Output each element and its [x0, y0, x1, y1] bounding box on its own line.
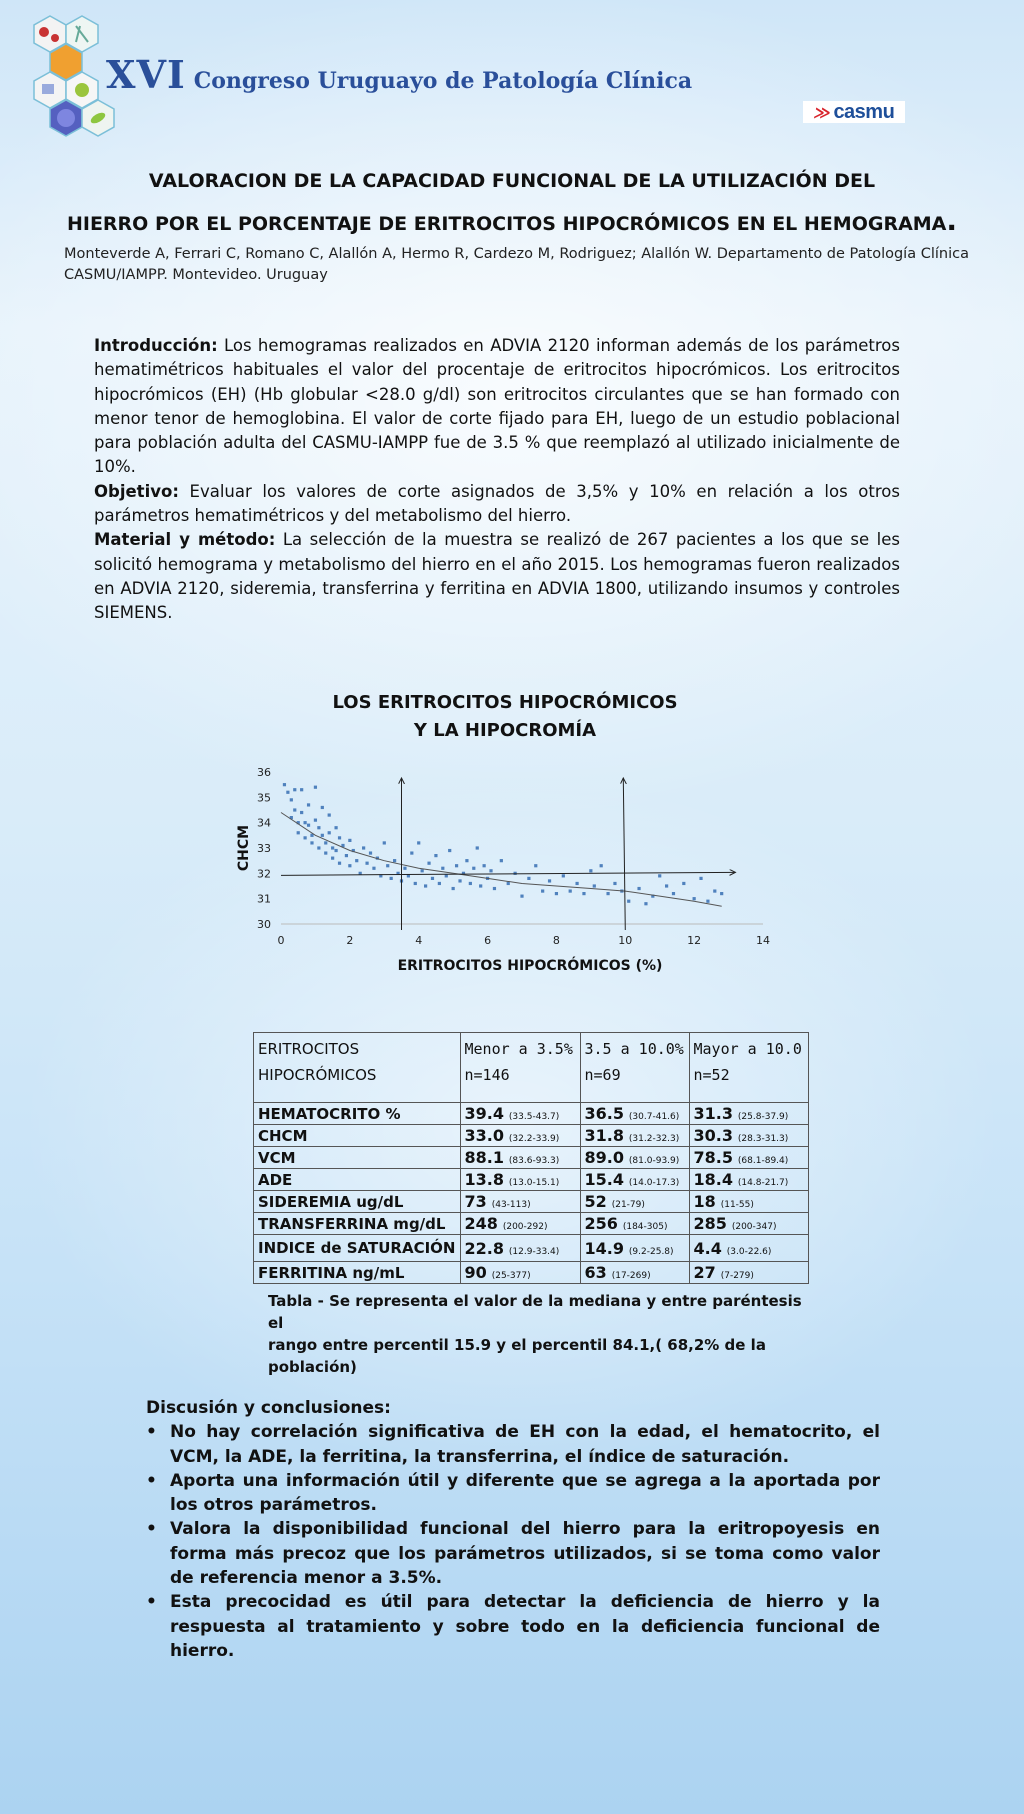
table-row [254, 1262, 809, 1284]
list-item-text: Esta precocidad es útil para detectar la deficiencia de hierro y la respuesta al tratamiento y sobre todo en la deficiencia funcional de hierro. [170, 1592, 880, 1661]
range-value: (184-305) [622, 1222, 668, 1232]
data-point [682, 882, 685, 885]
header-text: n=52 [693, 1066, 730, 1084]
data-point [300, 811, 303, 814]
y-tick-label: 34 [257, 816, 271, 830]
data-point [465, 859, 468, 862]
data-point [383, 841, 386, 844]
y-tick-label: 32 [257, 867, 271, 881]
casmu-logo-text: casmu [833, 100, 895, 123]
data-point [334, 849, 337, 852]
data-point [390, 877, 393, 880]
range-value: (200-347) [731, 1222, 777, 1232]
objetivo-paragraph [94, 480, 900, 529]
data-point [500, 859, 503, 862]
data-point [541, 889, 544, 892]
data-point [665, 884, 668, 887]
data-point [455, 864, 458, 867]
objetivo-label: Objetivo: [94, 481, 179, 501]
row-label: INDICE de SATURACIÓN [254, 1235, 461, 1262]
table-row [254, 1125, 809, 1147]
x-tick-label: 12 [687, 934, 702, 947]
median-value: 90 [464, 1263, 487, 1282]
median-value: 63 [584, 1263, 607, 1282]
data-point [338, 836, 341, 839]
list-item [146, 1420, 880, 1469]
table-cell [689, 1169, 808, 1191]
data-point [479, 884, 482, 887]
median-value: 256 [584, 1214, 618, 1233]
table-cell [460, 1103, 580, 1125]
data-point [290, 798, 293, 801]
range-value: (32.2-33.9) [508, 1134, 560, 1144]
introduction-section [94, 334, 900, 626]
data-point [300, 788, 303, 791]
x-tick-label: 0 [277, 934, 285, 947]
data-point [582, 892, 585, 895]
median-value: 27 [693, 1263, 716, 1282]
data-point [458, 879, 461, 882]
median-value: 248 [464, 1214, 498, 1233]
data-point [310, 841, 313, 844]
data-point [452, 887, 455, 890]
row-label: SIDEREMIA ug/dL [254, 1191, 461, 1213]
median-value: 13.8 [464, 1170, 504, 1189]
poster-title-line-2: HIERRO POR EL PORCENTAJE DE ERITROCITOS HIPOCRÓMICOS EN EL HEMOGRAMA. [66, 204, 958, 237]
range-value: (13.0-15.1) [508, 1178, 560, 1188]
median-value: 18 [693, 1192, 716, 1211]
data-point [317, 826, 320, 829]
median-value: 30.3 [693, 1126, 733, 1145]
median-value: 4.4 [693, 1238, 722, 1258]
table-header-row [254, 1033, 809, 1103]
data-point [489, 869, 492, 872]
data-point [589, 869, 592, 872]
header-text: ERITROCITOS [258, 1040, 360, 1058]
header-cell-high [689, 1033, 808, 1103]
header-text: Mayor a 10.0 [693, 1040, 802, 1058]
data-point [469, 882, 472, 885]
table-cell [580, 1103, 689, 1125]
data-point [431, 877, 434, 880]
header-cell-low [460, 1033, 580, 1103]
table-row [254, 1191, 809, 1213]
range-value: (25.8-37.9) [737, 1112, 789, 1122]
casmu-mark-icon: ≫ [811, 102, 833, 122]
data-point [613, 882, 616, 885]
row-label: VCM [254, 1147, 461, 1169]
data-point [321, 806, 324, 809]
data-point [417, 841, 420, 844]
range-value: (11-55) [720, 1200, 754, 1210]
data-point [520, 895, 523, 898]
row-label: FERRITINA ng/mL [254, 1262, 461, 1284]
metodo-label: Material y método: [94, 530, 276, 550]
bullet-icon: • [146, 1422, 157, 1443]
table-cell [689, 1262, 808, 1284]
data-point [414, 882, 417, 885]
table-cell [580, 1191, 689, 1213]
cutoff-marker-arrow [623, 778, 625, 930]
table-cell [460, 1262, 580, 1284]
header-text: 3.5 a 10.0% [584, 1040, 684, 1058]
intro-paragraph [94, 334, 900, 480]
data-point [317, 846, 320, 849]
data-point [348, 839, 351, 842]
range-value: (25-377) [491, 1271, 531, 1281]
data-point [321, 834, 324, 837]
data-point [699, 877, 702, 880]
range-value: (83.6-93.3) [508, 1156, 560, 1166]
median-value: 89.0 [584, 1148, 624, 1167]
data-point [334, 826, 337, 829]
data-point [362, 846, 365, 849]
x-tick-label: 8 [552, 934, 560, 947]
data-point [369, 851, 372, 854]
data-point [575, 882, 578, 885]
range-value: (12.9-33.4) [508, 1246, 560, 1257]
data-point [293, 808, 296, 811]
range-value: (3.0-22.6) [726, 1246, 772, 1257]
table-row [254, 1169, 809, 1191]
list-item-text: Aporta una información útil y diferente que se agrega a la aportada por los otros parámetros. [170, 1470, 880, 1516]
data-point [297, 831, 300, 834]
data-point [328, 813, 331, 816]
data-point [372, 867, 375, 870]
table-cell [689, 1147, 808, 1169]
range-value: (31.2-32.3) [628, 1134, 680, 1144]
table-row [254, 1235, 809, 1262]
median-value: 14.9 [584, 1238, 624, 1258]
data-point [328, 831, 331, 834]
range-value: (43-113) [491, 1200, 531, 1210]
median-value: 22.8 [464, 1238, 504, 1258]
data-point [534, 864, 537, 867]
range-value: (28.3-31.3) [737, 1134, 789, 1144]
data-point [448, 849, 451, 852]
list-item-text: Valora la disponibilidad funcional del hierro para la eritropoyesis en forma más precoz que los parámetros utilizados, si se toma como valor de referencia menor a 3.5%. [170, 1519, 880, 1589]
data-point [693, 897, 696, 900]
row-label: CHCM [254, 1125, 461, 1147]
data-point [627, 900, 630, 903]
data-point [393, 859, 396, 862]
data-point [286, 791, 289, 794]
data-point [713, 889, 716, 892]
header-text: HIPOCRÓMICOS [258, 1066, 377, 1084]
conclusions-list [146, 1420, 880, 1663]
bullet-icon: • [146, 1470, 157, 1491]
y-tick-label: 30 [257, 918, 271, 931]
casmu-logo [803, 101, 905, 123]
table-cell [460, 1125, 580, 1147]
table-cell [580, 1169, 689, 1191]
data-point [507, 882, 510, 885]
median-value: 285 [693, 1214, 727, 1233]
metodo-paragraph [94, 528, 900, 625]
data-point [304, 821, 307, 824]
range-value: (17-269) [611, 1271, 651, 1281]
header-cell-mid [580, 1033, 689, 1103]
data-point [410, 851, 413, 854]
congress-title [106, 52, 692, 97]
chart-title-line-1: LOS ERITROCITOS HIPOCRÓMICOS [332, 692, 678, 713]
header-text: n=69 [584, 1066, 621, 1084]
metodo-text: La selección de la muestra se realizó de 267 pacientes a los que se les solicitó hemograma y metabolismo del hierro en el año 2015. Los hemogramas fueron realizados en ADVIA 2120, sideremia, transferrina y ferritina en ADVIA 1800, utilizando insumos y controles SIEMENS. [94, 530, 900, 623]
list-item-text: No hay correlación significativa de EH con la edad, el hematocrito, el VCM, la ADE, la ferritina, la transferrina, el índice de saturación. [170, 1422, 880, 1467]
table-cell [460, 1191, 580, 1213]
data-point [338, 862, 341, 865]
median-value: 39.4 [464, 1104, 504, 1123]
data-point [355, 859, 358, 862]
median-value: 52 [584, 1192, 607, 1211]
data-point [348, 864, 351, 867]
range-value: (14.0-17.3) [628, 1178, 680, 1188]
data-point [331, 846, 334, 849]
y-axis-label: CHCM [236, 824, 252, 872]
table-row [254, 1147, 809, 1169]
table-cell [460, 1213, 580, 1235]
congress-name: Congreso Uruguayo de Patología Clínica [193, 68, 693, 94]
data-point [324, 841, 327, 844]
authors [64, 244, 984, 286]
table-cell [580, 1235, 689, 1262]
data-point [324, 851, 327, 854]
data-point [283, 783, 286, 786]
authors-line-2: CASMU/IAMPP. Montevideo. Uruguay [64, 267, 328, 283]
data-point [472, 867, 475, 870]
table-cell [460, 1235, 580, 1262]
row-label: ADE [254, 1169, 461, 1191]
intro-label: Introducción: [94, 336, 218, 355]
data-point [720, 892, 723, 895]
poster-title-line-1: VALORACION DE LA CAPACIDAD FUNCIONAL DE LA UTILIZACIÓN DEL [148, 170, 876, 192]
y-tick-label: 33 [257, 842, 271, 855]
data-point [600, 864, 603, 867]
data-point [644, 902, 647, 905]
table-cell [689, 1213, 808, 1235]
data-point [706, 900, 709, 903]
intro-text: Los hemogramas realizados en ADVIA 2120 informan además de los parámetros hematimétricos habituales el valor del procentaje de eritrocitos hipocrómicos. Los eritrocitos hipocrómicos (EH) (Hb globular <28.0 g/dl) son eritrocitos circulantes que se han formado con menor tenor de hemoglobina. El valor de corte fijado para EH, luego de un estudio poblacional para población adulta del CASMU-IAMPP fue de 3.5 % que reemplazó al utilizado inicialmente de 10%. [94, 336, 900, 477]
list-item [146, 1590, 880, 1663]
scatter-chart [230, 760, 790, 980]
data-point [527, 877, 530, 880]
median-value: 15.4 [584, 1170, 624, 1189]
data-point [386, 864, 389, 867]
data-point [403, 867, 406, 870]
table-cell [689, 1235, 808, 1262]
data-point [307, 803, 310, 806]
range-value: (30.7-41.6) [628, 1112, 680, 1122]
caption-line-1: Tabla - Se representa el valor de la mediana y entre paréntesis el [268, 1292, 802, 1332]
table-cell [460, 1147, 580, 1169]
y-tick-label: 31 [257, 892, 271, 906]
data-point [441, 867, 444, 870]
x-tick-label: 10 [618, 934, 633, 947]
objetivo-text: Evaluar los valores de corte asignados de 3,5% y 10% en relación a los otros parámetros hematimétricos y del metabolismo del hierro. [94, 481, 900, 526]
chart-title-line-2: Y LA HIPOCROMÍA [413, 720, 597, 741]
data-point [314, 786, 317, 789]
bullet-icon: • [146, 1519, 157, 1540]
range-value: (33.5-43.7) [508, 1112, 560, 1122]
table-cell [689, 1125, 808, 1147]
header-text: n=146 [464, 1066, 510, 1084]
bullet-icon: • [146, 1592, 157, 1613]
median-value: 31.3 [693, 1104, 733, 1123]
data-point [427, 862, 430, 865]
x-tick-label: 14 [756, 934, 770, 947]
x-tick-label: 6 [484, 934, 492, 947]
congress-number: XVI [106, 52, 186, 97]
y-tick-label: 35 [257, 791, 271, 805]
data-point [569, 889, 572, 892]
table-cell [580, 1147, 689, 1169]
results-table [253, 1032, 809, 1284]
data-point [424, 884, 427, 887]
data-point [293, 788, 296, 791]
x-tick-label: 2 [346, 934, 354, 947]
data-point [672, 892, 675, 895]
data-point [476, 846, 479, 849]
x-axis-label: ERITROCITOS HIPOCRÓMICOS (%) [397, 958, 663, 974]
median-value: 73 [464, 1192, 487, 1211]
data-point [304, 836, 307, 839]
range-value: (68.1-89.4) [737, 1156, 789, 1166]
table-cell [580, 1262, 689, 1284]
data-point [331, 857, 334, 860]
list-item [146, 1469, 880, 1518]
table-cell [460, 1169, 580, 1191]
discussion-heading: Discusión y conclusiones: [146, 1398, 391, 1418]
median-value: 31.8 [584, 1126, 624, 1145]
data-point [438, 882, 441, 885]
table-cell [580, 1213, 689, 1235]
data-point [493, 887, 496, 890]
median-value: 78.5 [693, 1148, 733, 1167]
row-label: TRANSFERRINA mg/dL [254, 1213, 461, 1235]
data-point [314, 819, 317, 822]
table-row [254, 1213, 809, 1235]
median-value: 18.4 [693, 1170, 733, 1189]
discussion-section [146, 1396, 880, 1663]
header-text: Menor a 3.5% [464, 1040, 573, 1058]
x-tick-label: 4 [415, 934, 423, 947]
data-point [434, 854, 437, 857]
table-row [254, 1103, 809, 1125]
caption-line-2: rango entre percentil 15.9 y el percentil 84.1,( 68,2% de la población) [268, 1336, 766, 1376]
data-point [548, 879, 551, 882]
row-label: HEMATOCRITO % [254, 1103, 461, 1125]
data-point [562, 874, 565, 877]
y-tick-label: 36 [257, 766, 271, 779]
table-caption [268, 1290, 808, 1378]
table-cell [580, 1125, 689, 1147]
data-point [637, 887, 640, 890]
range-value: (9.2-25.8) [628, 1246, 674, 1257]
range-value: (81.0-93.9) [628, 1156, 680, 1166]
poster-title-line-2-text: HIERRO POR EL PORCENTAJE DE ERITROCITOS HIPOCRÓMICOS EN EL HEMOGRAMA [66, 213, 947, 235]
header-cell-category [254, 1033, 461, 1103]
table-cell [689, 1191, 808, 1213]
data-point [307, 824, 310, 827]
data-point [483, 864, 486, 867]
data-point [345, 854, 348, 857]
range-value: (14.8-21.7) [737, 1178, 789, 1188]
data-point [606, 892, 609, 895]
median-value: 36.5 [584, 1104, 624, 1123]
data-point [593, 884, 596, 887]
horizontal-arrow [281, 872, 735, 875]
data-point [421, 869, 424, 872]
range-value: (7-279) [720, 1271, 754, 1281]
list-item [146, 1517, 880, 1590]
range-value: (200-292) [502, 1222, 548, 1232]
data-point [658, 874, 661, 877]
data-point [365, 862, 368, 865]
data-point [555, 892, 558, 895]
authors-line-1: Monteverde A, Ferrari C, Romano C, Alallón A, Hermo R, Cardezo M, Rodriguez; Alallón W. Departamento de Patología Clínica [64, 246, 969, 262]
range-value: (21-79) [611, 1200, 645, 1210]
table-cell [689, 1103, 808, 1125]
median-value: 33.0 [464, 1126, 504, 1145]
median-value: 88.1 [464, 1148, 504, 1167]
